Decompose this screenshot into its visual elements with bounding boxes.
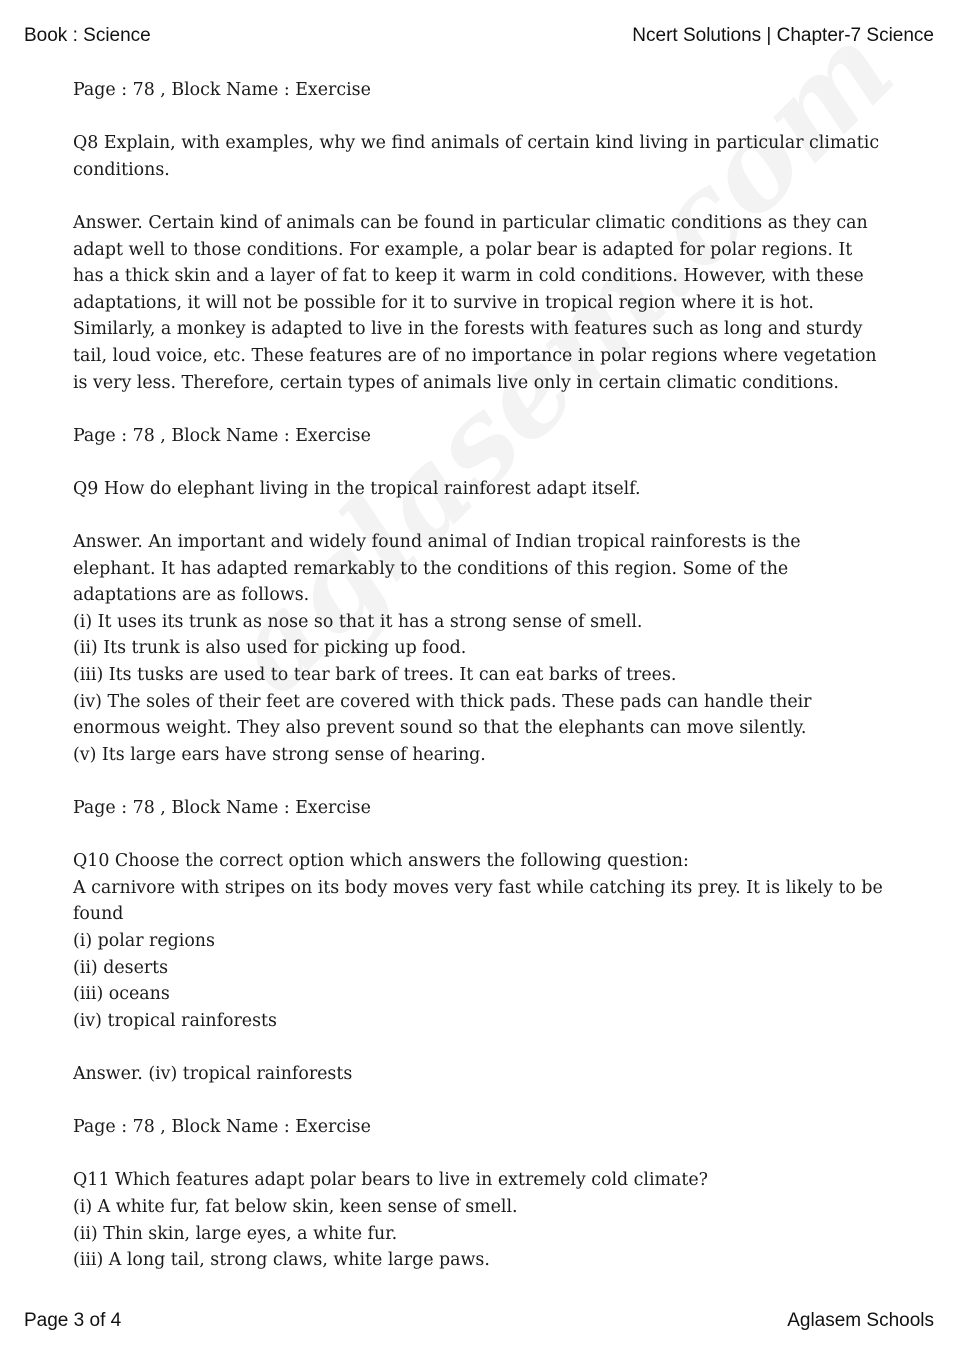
option-item: (iv) tropical rainforests [73,1010,277,1031]
answer-q9-point: (i) It uses its trunk as nose so that it has a strong sense of smell. [73,611,643,632]
option-item: (iii) A long tail, strong claws, white large paws. [73,1250,490,1271]
answer-q9-point: (iii) Its tusks are used to tear bark of trees. It can eat barks of trees. [73,665,677,686]
block-label: Page : 78 , Block Name : Exercise [73,1117,371,1138]
question-q10-title: Q10 Choose the correct option which answers the following question: [73,851,689,872]
question-q10-stem: A carnivore with stripes on its body moves very fast while catching its prey. It is likely to be found [73,877,883,925]
block-label: Page : 78 , Block Name : Exercise [73,798,371,819]
answer-q9-intro: Answer. An important and widely found animal of Indian tropical rainforests is the elephant. It has adapted remarkably to the conditions of this region. Some of the adaptations are as follows. [73,532,801,606]
question-q9: Q9 How do elephant living in the tropical rainforest adapt itself. [73,478,641,499]
footer-page-number: Page 3 of 4 [24,1310,122,1331]
header-chapter-title: Ncert Solutions | Chapter-7 Science [632,25,934,46]
answer-q9-point: (v) Its large ears have strong sense of hearing. [73,744,486,765]
option-item: (ii) deserts [73,957,169,978]
block-label: Page : 78 , Block Name : Exercise [73,425,371,446]
footer-publisher: Aglasem Schools [787,1310,934,1331]
header-book-title: Book : Science [24,25,151,46]
answer-q9-point: (iv) The soles of their feet are covered with thick pads. These pads can handle their enormous weight. They also prevent sound so that the elephants can move silently. [73,691,812,739]
page-content [73,77,888,1300]
answer-q9 [73,529,888,768]
answer-q9-point: (ii) Its trunk is also used for picking up food. [73,638,467,659]
question-q8: Q8 Explain, with examples, why we find animals of certain kind living in particular climatic conditions. [73,133,880,180]
question-q11 [73,1167,888,1273]
question-q10 [73,848,888,1034]
option-item: (i) A white fur, fat below skin, keen sense of smell. [73,1196,518,1217]
question-q11-title: Q11 Which features adapt polar bears to live in extremely cold climate? [73,1170,709,1191]
answer-q8: Answer. Certain kind of animals can be found in particular climatic conditions as they can adapt well to those conditions. For example, a polar bear is adapted for polar regions. It has a thick skin and a layer of fat to keep it warm in cold conditions. However, with these adaptations, it will not be possible for it to survive in tropical region where it is hot. Similarly, a monkey is adapted to live in the forests with features such as long and sturdy tail, loud voice, etc. These features are of no importance in polar regions where vegetation is very less. Therefore, certain types of animals live only in certain climatic conditions. [73,212,877,393]
option-item: (ii) Thin skin, large eyes, a white fur. [73,1223,398,1244]
answer-q10: Answer. (iv) tropical rainforests [73,1063,353,1084]
option-item: (i) polar regions [73,931,215,951]
option-item: (iii) oceans [73,984,170,1005]
block-label: Page : 78 , Block Name : Exercise [73,80,371,100]
